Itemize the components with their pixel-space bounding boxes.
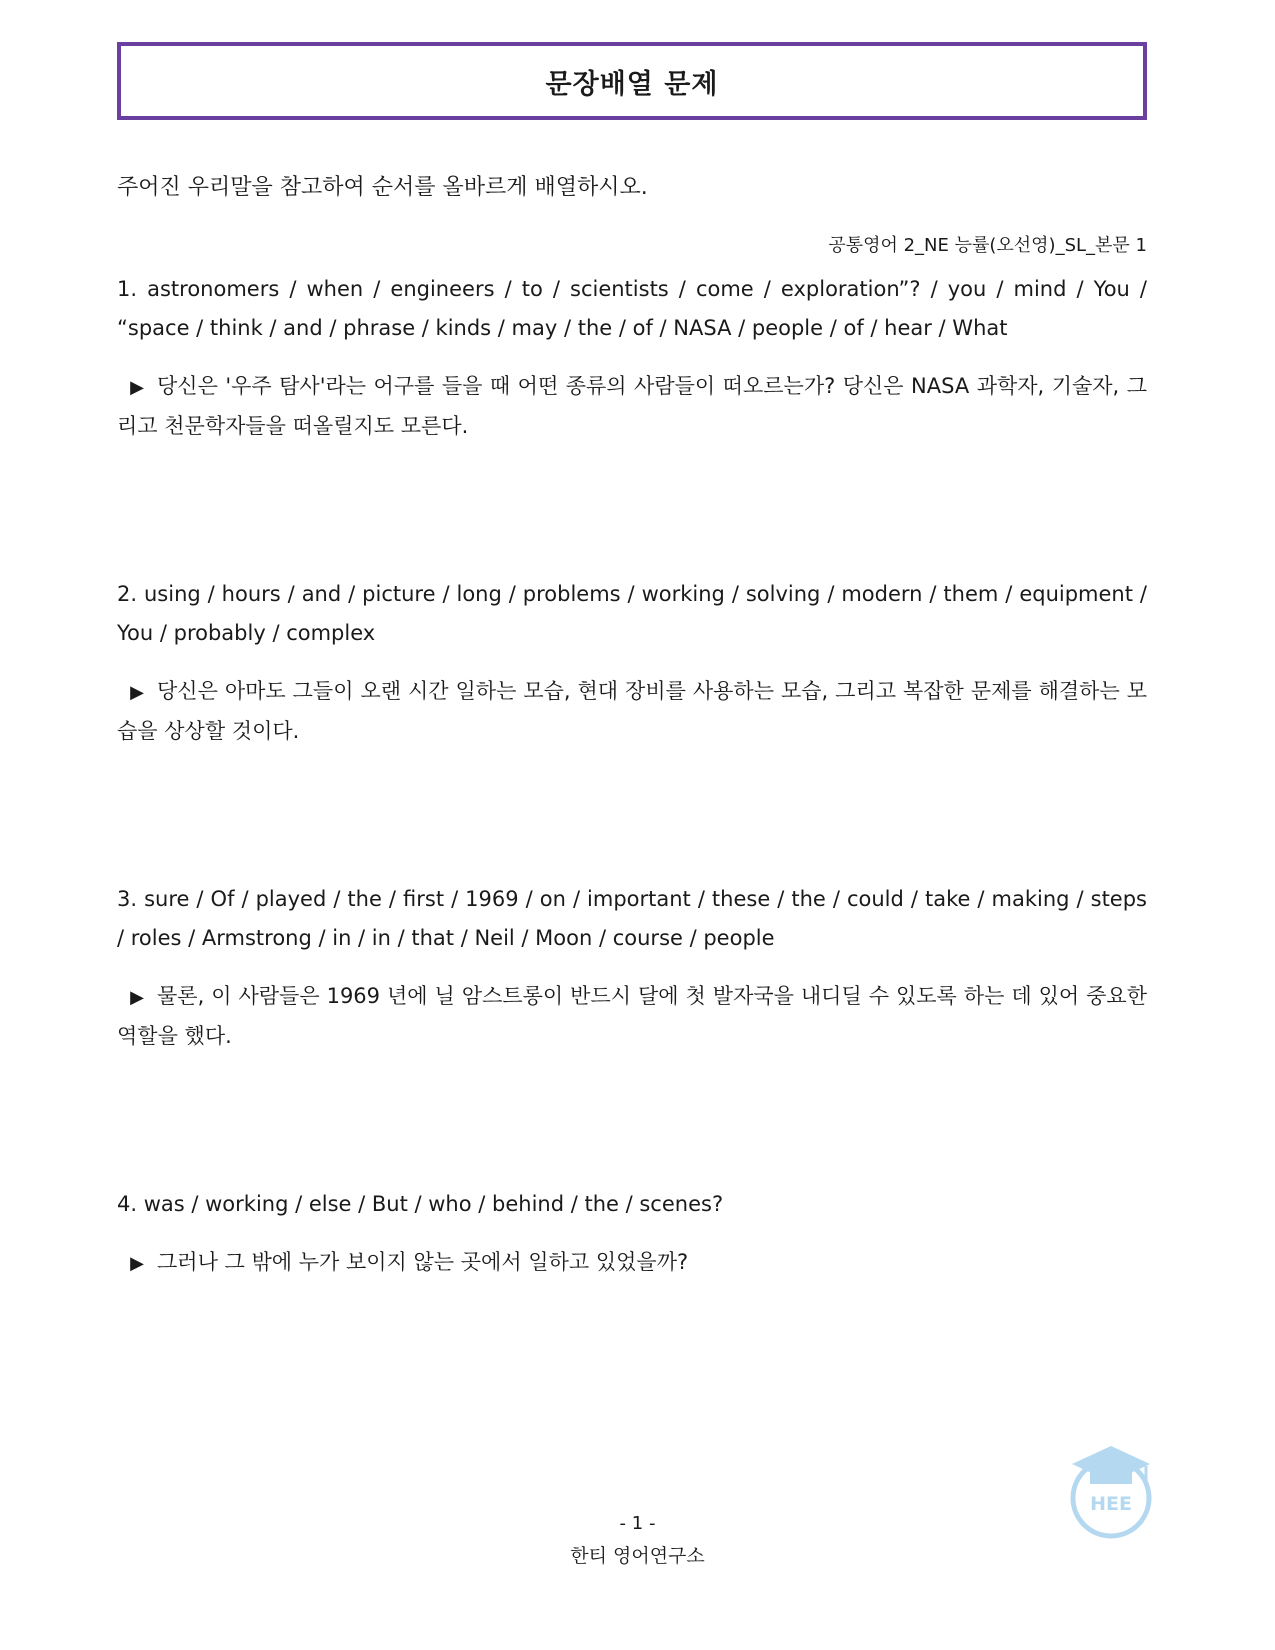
scrambled-words: 2. using / hours / and / picture / long / problems / working / solving / modern / them / equipment / You / probably / complex <box>117 582 1147 645</box>
page-title: 문장배열 문제 <box>545 68 719 100</box>
translation <box>117 672 1147 751</box>
arrow-icon: ▶ <box>130 1253 144 1274</box>
instruction-text: 주어진 우리말을 참고하여 순서를 올바르게 배열하시오. <box>117 175 648 200</box>
scrambled-words: 3. sure / Of / played / the / first / 1969 / on / important / these / the / could / take / making / steps / roles / Armstrong / in / in / that / Neil / Moon / course / people <box>117 887 1147 950</box>
arrow-icon: ▶ <box>130 987 144 1008</box>
translation <box>117 1243 1147 1283</box>
hee-logo-icon <box>1066 1440 1156 1540</box>
scrambled-words: 1. astronomers / when / engineers / to / scientists / come / exploration”? / you / mind / You / “space / think / and / phrase / kinds / may / the / of / NASA / people / of / hear / What <box>117 277 1147 340</box>
translation <box>117 367 1147 446</box>
scrambled-words: 4. was / working / else / But / who / behind / the / scenes? <box>117 1192 724 1216</box>
source-label: 공통영어 2_NE 능률(오선영)_SL_본문 1 <box>828 235 1147 256</box>
translation <box>117 977 1147 1056</box>
problem-4 <box>117 1185 1147 1283</box>
arrow-icon: ▶ <box>130 682 144 703</box>
translation-text: 물론, 이 사람들은 1969 년에 닐 암스트롱이 반드시 달에 첫 발자국을 내디딜 수 있도록 하는 데 있어 중요한 역할을 했다. <box>117 984 1147 1048</box>
translation-text: 그러나 그 밖에 누가 보이지 않는 곳에서 일하고 있었을까? <box>157 1250 689 1274</box>
page-number: - 1 - <box>619 1513 656 1534</box>
logo-text: HEE <box>1090 1493 1132 1515</box>
problem-2 <box>117 575 1147 751</box>
translation-text: 당신은 '우주 탐사'라는 어구를 들을 때 어떤 종류의 사람들이 떠오르는가? 당신은 NASA 과학자, 기술자, 그리고 천문학자들을 떠올릴지도 모른다. <box>117 374 1147 438</box>
problem-3 <box>117 880 1147 1056</box>
footer-organization: 한티 영어연구소 <box>570 1545 705 1567</box>
title-box <box>117 42 1147 120</box>
arrow-icon: ▶ <box>130 377 144 398</box>
translation-text: 당신은 아마도 그들이 오랜 시간 일하는 모습, 현대 장비를 사용하는 모습, 그리고 복잡한 문제를 해결하는 모습을 상상할 것이다. <box>117 679 1147 743</box>
problem-1 <box>117 270 1147 446</box>
